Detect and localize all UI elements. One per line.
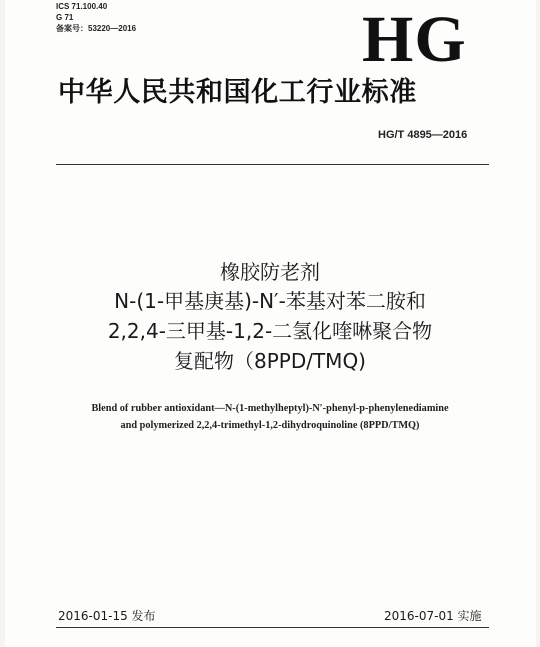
issue-date: 2016-01-15 发布 — [58, 609, 156, 623]
standard-type-title: 中华人民共和国化工行业标准 — [58, 77, 417, 108]
title-en-line-1: Blend of rubber antioxidant—N-(1-methylheptyl)-N′-phenyl-p-phenylenediamine — [91, 403, 449, 414]
ccs-code: G 71 — [56, 13, 74, 22]
bottom-divider — [56, 627, 489, 628]
standard-code: HG/T 4895—2016 — [378, 129, 468, 141]
hg-logo: HG — [362, 3, 467, 76]
ics-code: ICS 71.100.40 — [56, 2, 108, 11]
top-divider — [56, 164, 489, 165]
title-cn-line-1: 橡胶防老剂 — [220, 260, 320, 284]
title-cn-line-3: 2,2,4-三甲基-1,2-二氢化喹啉聚合物 — [107, 319, 433, 343]
title-cn-line-4: 复配物（8PPD/TMQ) — [173, 349, 366, 373]
title-en-line-2: and polymerized 2,2,4-trimethyl-1,2-dihydroquinoline (8PPD/TMQ) — [120, 420, 420, 431]
record-number: 备案号：53220—2016 — [56, 24, 137, 33]
title-cn-line-2: N-(1-甲基庚基)-N′-苯基对苯二胺和 — [114, 289, 426, 313]
implement-date: 2016-07-01 实施 — [384, 609, 482, 623]
